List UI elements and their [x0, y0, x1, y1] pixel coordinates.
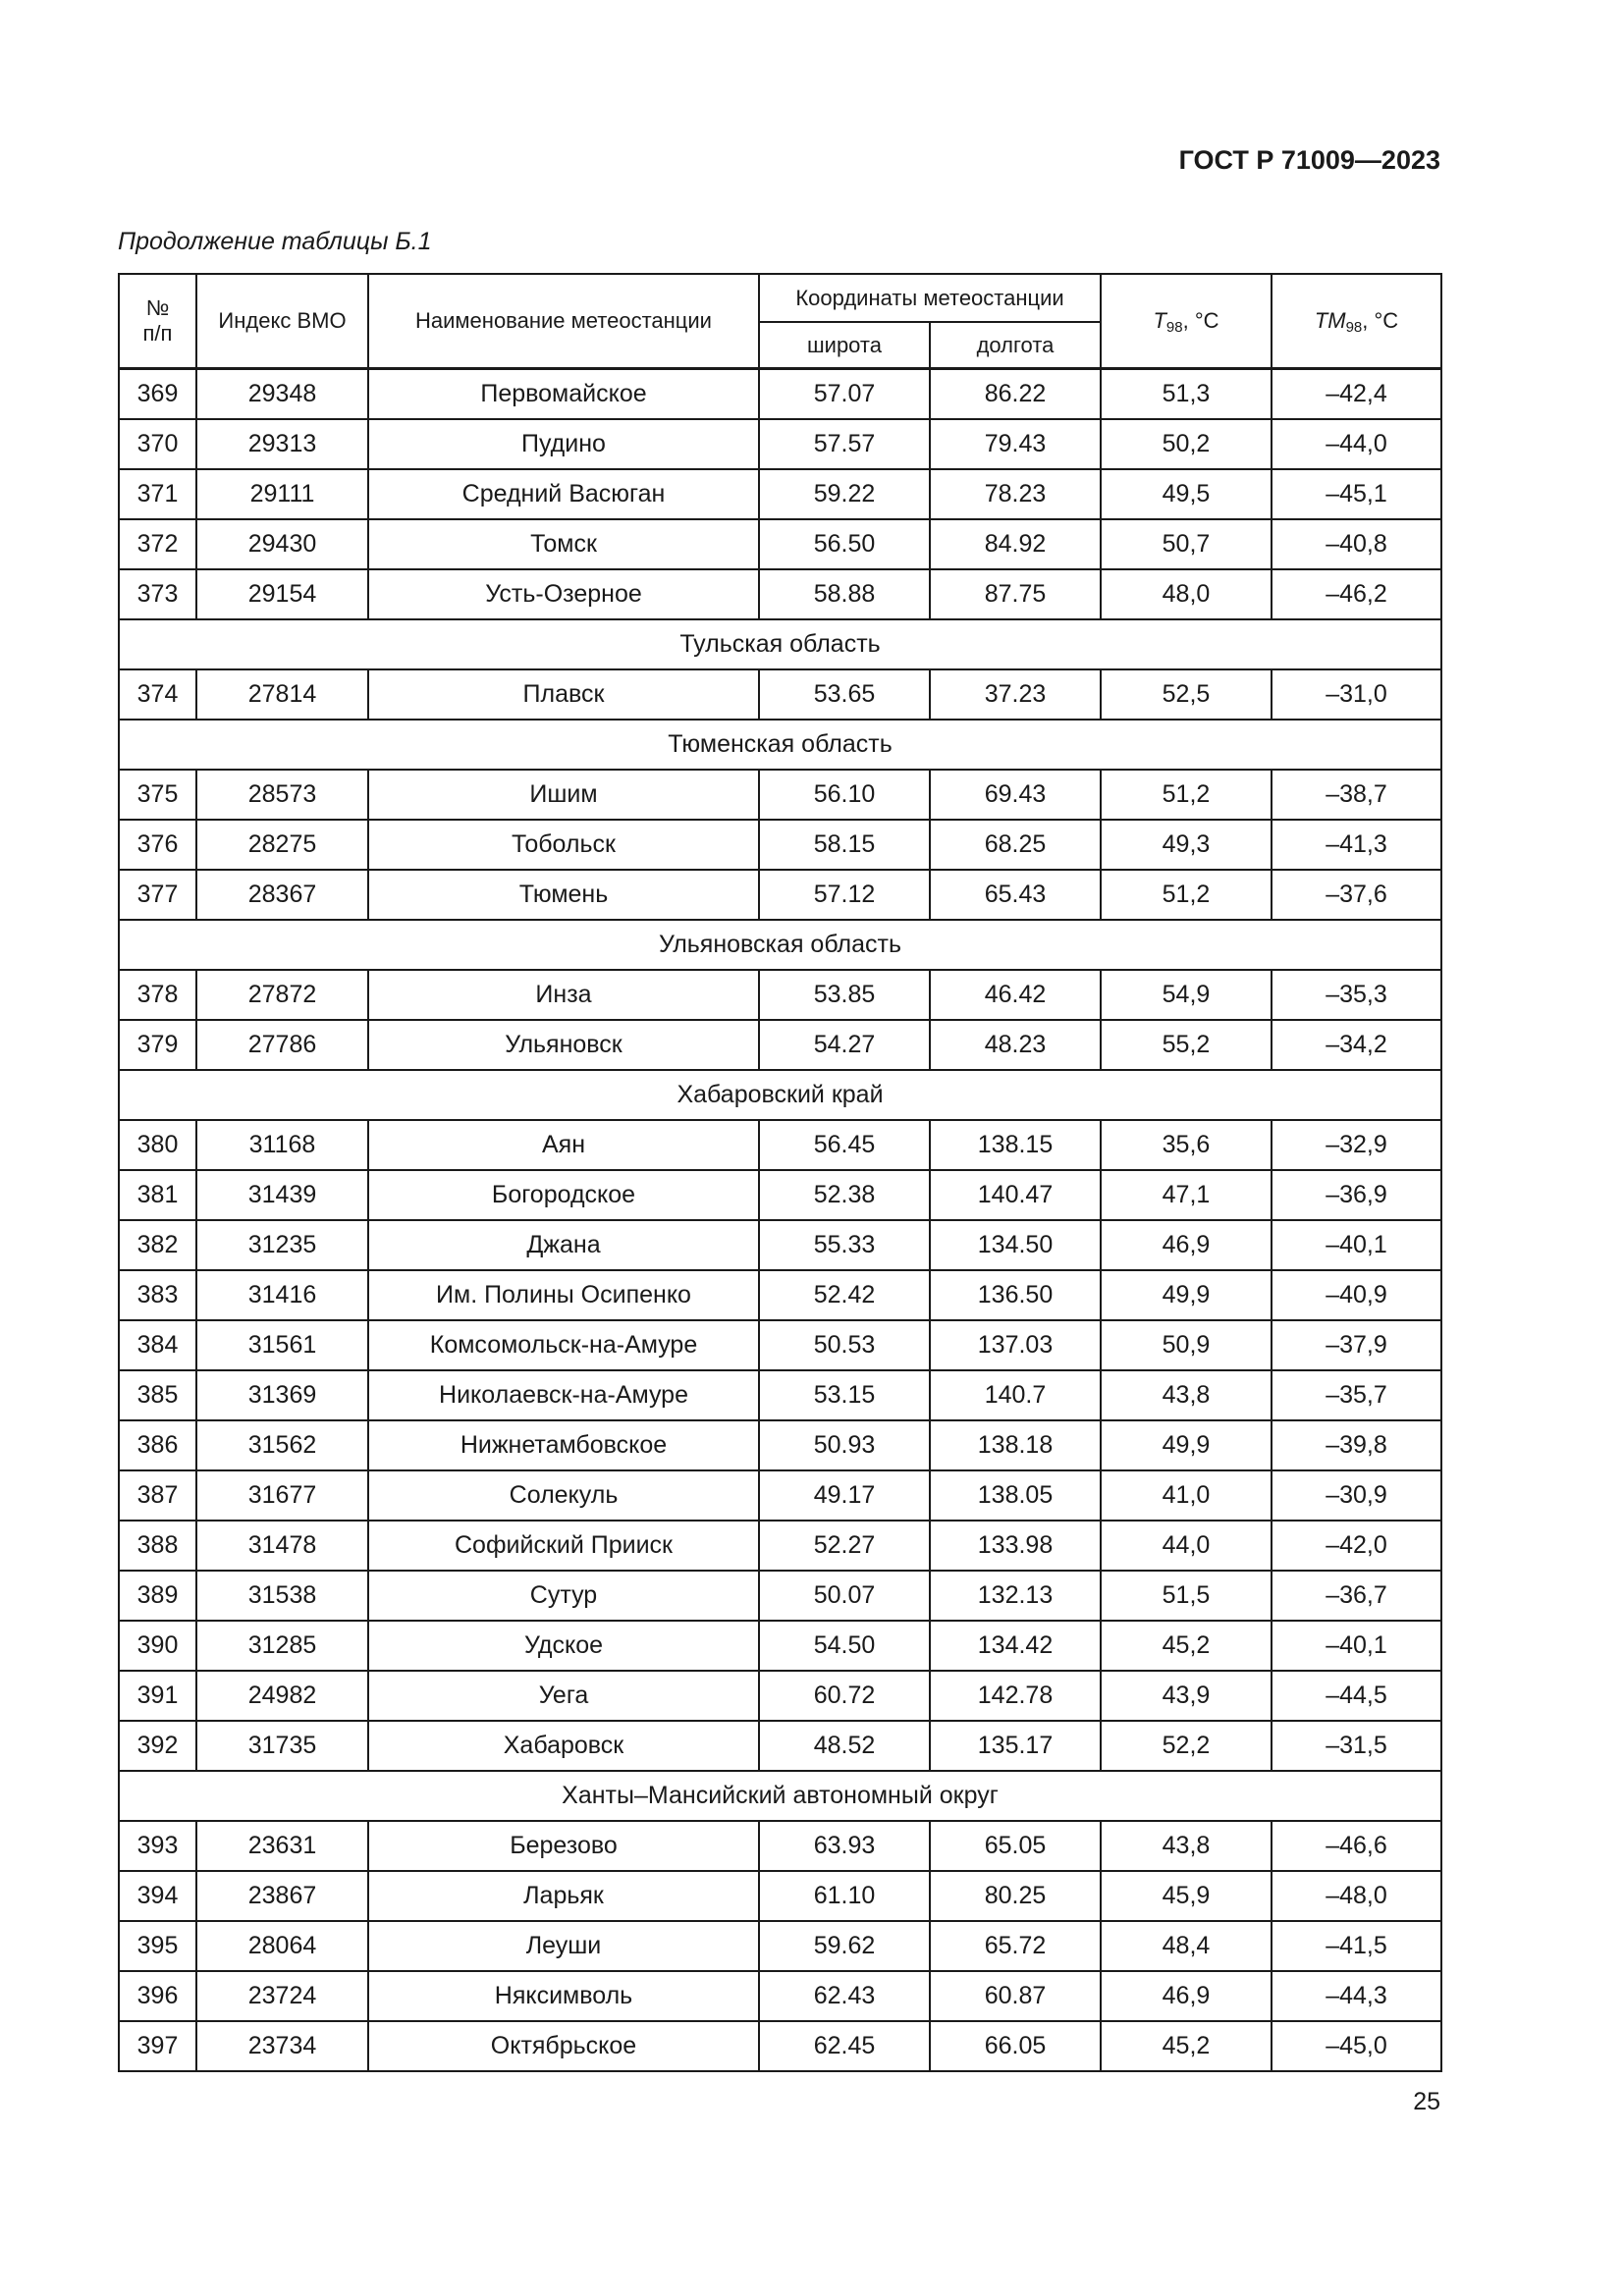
cell-lat: 53.15 [759, 1370, 930, 1420]
cell-t98: 51,2 [1101, 770, 1272, 820]
cell-tm98: –48,0 [1272, 1871, 1441, 1921]
table-row [119, 820, 1441, 870]
cell-lon: 80.25 [930, 1871, 1101, 1921]
cell-wmo: 31235 [196, 1220, 368, 1270]
cell-lat: 48.52 [759, 1721, 930, 1771]
region-row [119, 1070, 1441, 1120]
cell-name: Леуши [368, 1921, 759, 1971]
cell-lon: 79.43 [930, 419, 1101, 469]
cell-lat: 56.10 [759, 770, 930, 820]
cell-tm98: –42,0 [1272, 1521, 1441, 1571]
cell-t98: 46,9 [1101, 1220, 1272, 1270]
cell-wmo: 31562 [196, 1420, 368, 1470]
cell-num: 388 [119, 1521, 196, 1571]
cell-lon: 37.23 [930, 669, 1101, 720]
cell-name: Пудино [368, 419, 759, 469]
cell-t98: 52,2 [1101, 1721, 1272, 1771]
cell-name: Хабаровск [368, 1721, 759, 1771]
cell-t98: 48,0 [1101, 569, 1272, 619]
cell-name: Сутур [368, 1571, 759, 1621]
cell-num: 397 [119, 2021, 196, 2071]
region-row [119, 619, 1441, 669]
cell-t98: 50,9 [1101, 1320, 1272, 1370]
table-row [119, 870, 1441, 920]
cell-t98: 51,3 [1101, 369, 1272, 420]
table-row [119, 519, 1441, 569]
t98-var: T [1153, 308, 1166, 333]
cell-lon: 84.92 [930, 519, 1101, 569]
cell-name: Тюмень [368, 870, 759, 920]
cell-num: 391 [119, 1671, 196, 1721]
cell-tm98: –34,2 [1272, 1020, 1441, 1070]
table-row [119, 669, 1441, 720]
col-header-number-line2: п/п [142, 321, 173, 346]
cell-lon: 134.42 [930, 1621, 1101, 1671]
cell-name: Средний Васюган [368, 469, 759, 519]
cell-name: Усть-Озерное [368, 569, 759, 619]
cell-name: Джана [368, 1220, 759, 1270]
table-row [119, 1270, 1441, 1320]
cell-lat: 57.07 [759, 369, 930, 420]
cell-num: 384 [119, 1320, 196, 1370]
cell-t98: 55,2 [1101, 1020, 1272, 1070]
cell-lat: 60.72 [759, 1671, 930, 1721]
cell-lat: 53.85 [759, 970, 930, 1020]
table-row [119, 1921, 1441, 1971]
cell-t98: 54,9 [1101, 970, 1272, 1020]
cell-tm98: –41,3 [1272, 820, 1441, 870]
cell-lon: 140.7 [930, 1370, 1101, 1420]
cell-tm98: –35,7 [1272, 1370, 1441, 1420]
cell-lat: 54.27 [759, 1020, 930, 1070]
cell-t98: 49,3 [1101, 820, 1272, 870]
cell-num: 386 [119, 1420, 196, 1470]
cell-t98: 50,7 [1101, 519, 1272, 569]
cell-lat: 59.22 [759, 469, 930, 519]
cell-name: Томск [368, 519, 759, 569]
cell-lon: 65.43 [930, 870, 1101, 920]
table-row [119, 1521, 1441, 1571]
table-row [119, 469, 1441, 519]
cell-name: Ларьяк [368, 1871, 759, 1921]
cell-name: Удское [368, 1621, 759, 1671]
cell-tm98: –38,7 [1272, 770, 1441, 820]
table-row [119, 1971, 1441, 2021]
cell-num: 389 [119, 1571, 196, 1621]
table-row [119, 1120, 1441, 1170]
cell-lat: 57.12 [759, 870, 930, 920]
table-row [119, 1721, 1441, 1771]
cell-wmo: 29348 [196, 369, 368, 420]
cell-tm98: –36,7 [1272, 1571, 1441, 1621]
cell-num: 395 [119, 1921, 196, 1971]
cell-t98: 45,9 [1101, 1871, 1272, 1921]
table-row [119, 1671, 1441, 1721]
table-row [119, 1821, 1441, 1871]
page-number: 25 [1413, 2088, 1440, 2115]
table-row [119, 1470, 1441, 1521]
cell-lat: 56.45 [759, 1120, 930, 1170]
cell-name: Софийский Прииск [368, 1521, 759, 1571]
col-header-number [119, 274, 196, 369]
cell-lat: 59.62 [759, 1921, 930, 1971]
cell-num: 382 [119, 1220, 196, 1270]
col-header-lon: долгота [930, 322, 1101, 369]
cell-lon: 142.78 [930, 1671, 1101, 1721]
cell-wmo: 23867 [196, 1871, 368, 1921]
cell-t98: 35,6 [1101, 1120, 1272, 1170]
region-name: Ханты–Мансийский автономный округ [119, 1771, 1441, 1821]
cell-num: 377 [119, 870, 196, 920]
col-header-tm98 [1272, 274, 1441, 369]
cell-wmo: 29313 [196, 419, 368, 469]
cell-lat: 62.45 [759, 2021, 930, 2071]
cell-num: 393 [119, 1821, 196, 1871]
cell-lat: 53.65 [759, 669, 930, 720]
region-name: Тульская область [119, 619, 1441, 669]
cell-lat: 50.07 [759, 1571, 930, 1621]
cell-lat: 61.10 [759, 1871, 930, 1921]
table-row [119, 369, 1441, 420]
col-header-name: Наименование метеостанции [368, 274, 759, 369]
cell-wmo: 23631 [196, 1821, 368, 1871]
cell-tm98: –46,2 [1272, 569, 1441, 619]
cell-lon: 138.05 [930, 1470, 1101, 1521]
cell-t98: 41,0 [1101, 1470, 1272, 1521]
cell-wmo: 31285 [196, 1621, 368, 1671]
cell-lon: 138.15 [930, 1120, 1101, 1170]
cell-tm98: –44,0 [1272, 419, 1441, 469]
region-row [119, 920, 1441, 970]
cell-name: Комсомольск-на-Амуре [368, 1320, 759, 1370]
table-body [119, 369, 1441, 2072]
t98-sub: 98 [1165, 319, 1183, 336]
cell-t98: 50,2 [1101, 419, 1272, 469]
cell-num: 392 [119, 1721, 196, 1771]
cell-lat: 55.33 [759, 1220, 930, 1270]
tm98-unit: , °С [1362, 308, 1399, 333]
cell-t98: 43,8 [1101, 1821, 1272, 1871]
cell-wmo: 31561 [196, 1320, 368, 1370]
cell-lon: 140.47 [930, 1170, 1101, 1220]
cell-num: 387 [119, 1470, 196, 1521]
cell-wmo: 31735 [196, 1721, 368, 1771]
cell-lon: 86.22 [930, 369, 1101, 420]
document-code: ГОСТ Р 71009—2023 [1178, 145, 1440, 175]
cell-lat: 63.93 [759, 1821, 930, 1871]
region-name: Тюменская область [119, 720, 1441, 770]
tm98-sub: 98 [1345, 319, 1363, 336]
table-row [119, 1420, 1441, 1470]
col-header-lat: широта [759, 322, 930, 369]
cell-tm98: –32,9 [1272, 1120, 1441, 1170]
cell-wmo: 27814 [196, 669, 368, 720]
cell-num: 376 [119, 820, 196, 870]
cell-wmo: 31538 [196, 1571, 368, 1621]
table-row [119, 1020, 1441, 1070]
table-row [119, 1220, 1441, 1270]
cell-num: 371 [119, 469, 196, 519]
table-row [119, 2021, 1441, 2071]
cell-name: Первомайское [368, 369, 759, 420]
table-row [119, 1621, 1441, 1671]
cell-num: 394 [119, 1871, 196, 1921]
cell-tm98: –40,1 [1272, 1220, 1441, 1270]
stations-table [118, 273, 1442, 2072]
cell-lon: 136.50 [930, 1270, 1101, 1320]
cell-lat: 52.38 [759, 1170, 930, 1220]
cell-wmo: 31168 [196, 1120, 368, 1170]
cell-tm98: –36,9 [1272, 1170, 1441, 1220]
table-row [119, 770, 1441, 820]
cell-lon: 87.75 [930, 569, 1101, 619]
region-row [119, 720, 1441, 770]
cell-t98: 47,1 [1101, 1170, 1272, 1220]
table-row [119, 1370, 1441, 1420]
cell-num: 380 [119, 1120, 196, 1170]
table-row [119, 1871, 1441, 1921]
cell-tm98: –42,4 [1272, 369, 1441, 420]
cell-t98: 46,9 [1101, 1971, 1272, 2021]
cell-tm98: –44,3 [1272, 1971, 1441, 2021]
cell-tm98: –37,6 [1272, 870, 1441, 920]
cell-name: Октябрьское [368, 2021, 759, 2071]
cell-lon: 133.98 [930, 1521, 1101, 1571]
cell-lon: 66.05 [930, 2021, 1101, 2071]
cell-num: 373 [119, 569, 196, 619]
cell-lon: 68.25 [930, 820, 1101, 870]
cell-lon: 134.50 [930, 1220, 1101, 1270]
cell-lat: 58.15 [759, 820, 930, 870]
col-header-number-line1: № [145, 295, 170, 320]
cell-wmo: 28064 [196, 1921, 368, 1971]
table-row [119, 1320, 1441, 1370]
cell-num: 372 [119, 519, 196, 569]
cell-wmo: 29430 [196, 519, 368, 569]
cell-wmo: 29154 [196, 569, 368, 619]
cell-lon: 138.18 [930, 1420, 1101, 1470]
cell-wmo: 28275 [196, 820, 368, 870]
cell-t98: 43,9 [1101, 1671, 1272, 1721]
cell-tm98: –46,6 [1272, 1821, 1441, 1871]
cell-lon: 69.43 [930, 770, 1101, 820]
cell-wmo: 23724 [196, 1971, 368, 2021]
cell-tm98: –40,8 [1272, 519, 1441, 569]
cell-name: Богородское [368, 1170, 759, 1220]
t98-unit: , °С [1182, 308, 1219, 333]
cell-name: Нижнетамбовское [368, 1420, 759, 1470]
cell-t98: 51,2 [1101, 870, 1272, 920]
cell-name: Тобольск [368, 820, 759, 870]
cell-tm98: –45,1 [1272, 469, 1441, 519]
cell-lat: 50.93 [759, 1420, 930, 1470]
cell-tm98: –31,0 [1272, 669, 1441, 720]
col-header-wmo: Индекс ВМО [196, 274, 368, 369]
cell-lon: 65.72 [930, 1921, 1101, 1971]
cell-tm98: –30,9 [1272, 1470, 1441, 1521]
cell-num: 370 [119, 419, 196, 469]
cell-tm98: –37,9 [1272, 1320, 1441, 1370]
cell-tm98: –44,5 [1272, 1671, 1441, 1721]
cell-name: Уега [368, 1671, 759, 1721]
cell-lon: 46.42 [930, 970, 1101, 1020]
cell-wmo: 31416 [196, 1270, 368, 1320]
cell-lon: 48.23 [930, 1020, 1101, 1070]
cell-lat: 58.88 [759, 569, 930, 619]
table-row [119, 569, 1441, 619]
cell-num: 381 [119, 1170, 196, 1220]
table-caption: Продолжение таблицы Б.1 [118, 228, 432, 255]
cell-wmo: 31677 [196, 1470, 368, 1521]
cell-lon: 60.87 [930, 1971, 1101, 2021]
cell-t98: 52,5 [1101, 669, 1272, 720]
cell-t98: 45,2 [1101, 2021, 1272, 2071]
cell-name: Няксимволь [368, 1971, 759, 2021]
cell-tm98: –31,5 [1272, 1721, 1441, 1771]
cell-tm98: –40,9 [1272, 1270, 1441, 1320]
cell-lat: 49.17 [759, 1470, 930, 1521]
cell-lon: 135.17 [930, 1721, 1101, 1771]
cell-wmo: 29111 [196, 469, 368, 519]
cell-lat: 54.50 [759, 1621, 930, 1671]
cell-name: Солекуль [368, 1470, 759, 1521]
cell-num: 390 [119, 1621, 196, 1671]
cell-num: 378 [119, 970, 196, 1020]
cell-lat: 52.27 [759, 1521, 930, 1571]
cell-wmo: 28573 [196, 770, 368, 820]
cell-t98: 49,5 [1101, 469, 1272, 519]
cell-wmo: 23734 [196, 2021, 368, 2071]
cell-wmo: 31439 [196, 1170, 368, 1220]
cell-num: 379 [119, 1020, 196, 1070]
cell-name: Березово [368, 1821, 759, 1871]
cell-lon: 65.05 [930, 1821, 1101, 1871]
cell-tm98: –41,5 [1272, 1921, 1441, 1971]
table-row [119, 419, 1441, 469]
cell-lat: 62.43 [759, 1971, 930, 2021]
cell-wmo: 27786 [196, 1020, 368, 1070]
cell-lat: 57.57 [759, 419, 930, 469]
cell-num: 374 [119, 669, 196, 720]
cell-wmo: 28367 [196, 870, 368, 920]
cell-lat: 52.42 [759, 1270, 930, 1320]
cell-tm98: –35,3 [1272, 970, 1441, 1020]
tm98-var: TM [1314, 308, 1346, 333]
cell-wmo: 31478 [196, 1521, 368, 1571]
cell-name: Инза [368, 970, 759, 1020]
region-row [119, 1771, 1441, 1821]
cell-wmo: 24982 [196, 1671, 368, 1721]
cell-wmo: 27872 [196, 970, 368, 1020]
cell-num: 385 [119, 1370, 196, 1420]
cell-name: Ишим [368, 770, 759, 820]
cell-tm98: –40,1 [1272, 1621, 1441, 1671]
cell-tm98: –45,0 [1272, 2021, 1441, 2071]
cell-wmo: 31369 [196, 1370, 368, 1420]
col-header-coords: Координаты метеостанции [759, 274, 1101, 322]
cell-name: Плавск [368, 669, 759, 720]
cell-t98: 49,9 [1101, 1420, 1272, 1470]
cell-lat: 56.50 [759, 519, 930, 569]
cell-t98: 49,9 [1101, 1270, 1272, 1320]
cell-t98: 43,8 [1101, 1370, 1272, 1420]
cell-num: 375 [119, 770, 196, 820]
cell-lon: 132.13 [930, 1571, 1101, 1621]
cell-t98: 45,2 [1101, 1621, 1272, 1671]
region-name: Хабаровский край [119, 1070, 1441, 1120]
cell-num: 396 [119, 1971, 196, 2021]
cell-tm98: –39,8 [1272, 1420, 1441, 1470]
table-row [119, 1571, 1441, 1621]
col-header-t98 [1101, 274, 1272, 369]
region-name: Ульяновская область [119, 920, 1441, 970]
cell-name: Николаевск-на-Амуре [368, 1370, 759, 1420]
cell-t98: 51,5 [1101, 1571, 1272, 1621]
cell-num: 383 [119, 1270, 196, 1320]
cell-t98: 44,0 [1101, 1521, 1272, 1571]
cell-lon: 137.03 [930, 1320, 1101, 1370]
cell-name: Им. Полины Осипенко [368, 1270, 759, 1320]
cell-lon: 78.23 [930, 469, 1101, 519]
cell-name: Аян [368, 1120, 759, 1170]
cell-num: 369 [119, 369, 196, 420]
table-row [119, 1170, 1441, 1220]
table-row [119, 970, 1441, 1020]
cell-name: Ульяновск [368, 1020, 759, 1070]
cell-t98: 48,4 [1101, 1921, 1272, 1971]
cell-lat: 50.53 [759, 1320, 930, 1370]
